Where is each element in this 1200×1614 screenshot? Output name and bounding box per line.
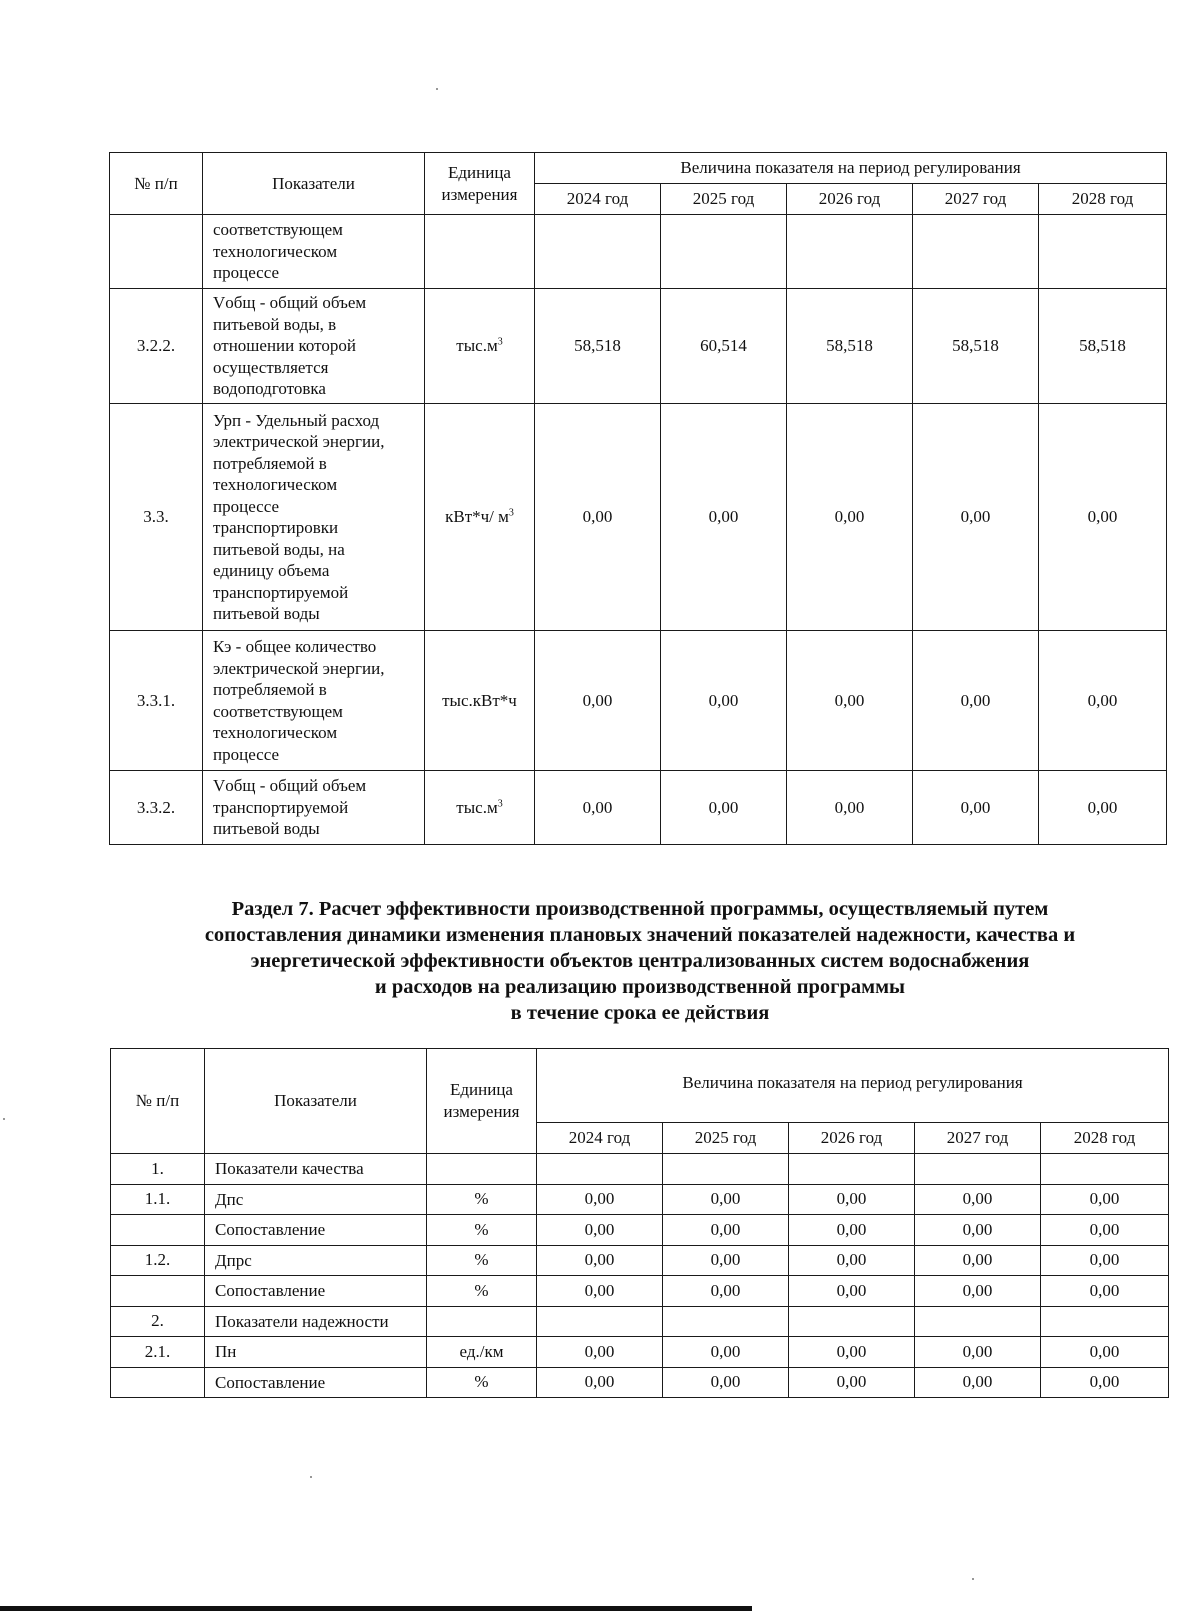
value-cell: 0,00	[1039, 771, 1167, 845]
row-indicator: Сопоставление	[205, 1215, 427, 1246]
value-cell: 0,00	[1041, 1367, 1169, 1398]
row-unit	[425, 631, 535, 771]
value-cell: 0,00	[913, 404, 1039, 631]
indicator-line: питьевой воды, на	[213, 539, 345, 559]
value-cell: 0,00	[663, 1276, 789, 1307]
indicator-line: Урп - Удельный расход	[213, 410, 380, 430]
scan-speck	[972, 1578, 974, 1580]
col-header-num: № п/п	[111, 1049, 205, 1154]
col-header-unit-line1: Единица	[450, 1080, 513, 1099]
col-header-unit	[425, 153, 535, 215]
col-header-year: 2025 год	[663, 1123, 789, 1154]
row-number: 1.	[111, 1154, 205, 1185]
indicator-line: питьевой воды	[213, 819, 320, 839]
row-indicator	[203, 771, 425, 845]
value-cell	[789, 1306, 915, 1337]
value-cell	[915, 1306, 1041, 1337]
value-cell: 58,518	[913, 289, 1039, 404]
indicator-line: соответствующем	[213, 701, 343, 721]
value-cell: 0,00	[1041, 1276, 1169, 1307]
indicator-line: транспортируемой	[213, 797, 349, 817]
section-7-heading-line: и расходов на реализацию производственной программы	[374, 976, 906, 998]
row-indicator: Пн	[205, 1337, 427, 1368]
row-unit	[425, 404, 535, 631]
col-header-year: 2028 год	[1039, 184, 1167, 215]
table-top-body	[110, 215, 1167, 845]
value-cell: 0,00	[663, 1215, 789, 1246]
table-row	[111, 1184, 1169, 1215]
indicator-line: транспортируемой	[213, 582, 349, 602]
section-7-heading-line: сопоставления динамики изменения плановых значений показателей надежности, качества и	[204, 924, 1076, 946]
row-indicator	[203, 215, 425, 289]
col-header-year: 2024 год	[537, 1123, 663, 1154]
value-cell: 0,00	[1039, 404, 1167, 631]
col-header-year: 2026 год	[787, 184, 913, 215]
table-row	[111, 1306, 1169, 1337]
section-7-heading-line: в течение срока ее действия	[510, 1002, 770, 1024]
value-cell: 58,518	[787, 289, 913, 404]
row-number: 2.1.	[111, 1337, 205, 1368]
col-header-unit-line2: измерения	[443, 1102, 520, 1121]
row-indicator	[203, 631, 425, 771]
unit-text: тыс.м	[456, 336, 498, 355]
indicator-line: водоподготовка	[213, 379, 326, 399]
indicator-line: осуществляется	[213, 357, 329, 377]
scan-speck	[436, 88, 438, 90]
value-cell: 0,00	[915, 1337, 1041, 1368]
value-cell: 58,518	[535, 289, 661, 404]
value-cell: 0,00	[787, 771, 913, 845]
table-row	[110, 404, 1167, 631]
col-header-period: Величина показателя на период регулирования	[535, 153, 1167, 184]
col-header-period: Величина показателя на период регулирования	[537, 1049, 1169, 1123]
indicator-line: отношении которой	[213, 336, 356, 356]
value-cell: 0,00	[1041, 1337, 1169, 1368]
indicator-line: потребляемой в	[213, 453, 327, 473]
row-number: 3.3.2.	[110, 771, 203, 845]
row-number: 3.2.2.	[110, 289, 203, 404]
col-header-unit-line2: измерения	[441, 184, 518, 204]
value-cell	[663, 1306, 789, 1337]
indicator-line: процессе	[213, 744, 280, 764]
value-cell	[1039, 215, 1167, 289]
indicator-line: Кэ - общее количество	[213, 637, 377, 656]
value-cell	[661, 215, 787, 289]
row-unit: ед./км	[427, 1337, 537, 1368]
value-cell: 0,00	[789, 1367, 915, 1398]
row-indicator: Дпрс	[205, 1245, 427, 1276]
value-cell: 0,00	[1041, 1245, 1169, 1276]
row-unit: %	[427, 1367, 537, 1398]
efficiency-table	[110, 1048, 1169, 1398]
row-number: 2.	[111, 1306, 205, 1337]
indicator-line: соответствующем	[213, 220, 343, 240]
unit-exponent: 3	[497, 336, 503, 348]
row-unit: %	[427, 1184, 537, 1215]
row-unit	[427, 1306, 537, 1337]
row-number	[111, 1367, 205, 1398]
indicator-line: питьевой воды, в	[213, 314, 337, 334]
row-unit	[425, 289, 535, 404]
indicator-line: технологическом	[213, 723, 338, 742]
value-cell: 60,514	[661, 289, 787, 404]
indicator-line: технологическом	[213, 475, 338, 494]
indicator-line: электрической энергии,	[213, 432, 385, 451]
table-row	[110, 631, 1167, 771]
row-unit: %	[427, 1276, 537, 1307]
col-header-year: 2024 год	[535, 184, 661, 215]
value-cell: 0,00	[915, 1184, 1041, 1215]
indicator-line: питьевой воды	[213, 604, 320, 623]
unit-exponent: 3	[497, 797, 503, 809]
value-cell: 0,00	[915, 1215, 1041, 1246]
value-cell: 0,00	[537, 1276, 663, 1307]
value-cell: 0,00	[663, 1245, 789, 1276]
indicator-line: процессе	[213, 263, 280, 283]
scan-speck	[310, 1476, 312, 1478]
row-number: 1.2.	[111, 1245, 205, 1276]
row-unit: %	[427, 1215, 537, 1246]
value-cell: 0,00	[537, 1337, 663, 1368]
value-cell: 0,00	[663, 1367, 789, 1398]
value-cell: 0,00	[787, 404, 913, 631]
value-cell: 0,00	[913, 631, 1039, 771]
col-header-unit-line1: Единица	[448, 162, 511, 182]
col-header-year: 2026 год	[789, 1123, 915, 1154]
value-cell: 0,00	[1039, 631, 1167, 771]
scan-speck	[3, 1118, 5, 1120]
value-cell: 0,00	[915, 1245, 1041, 1276]
indicator-line: электрической энергии,	[213, 658, 385, 678]
row-indicator	[203, 404, 425, 631]
unit-exponent: 3	[508, 507, 514, 519]
value-cell	[663, 1154, 789, 1185]
table-row	[111, 1337, 1169, 1368]
row-number: 3.3.1.	[110, 631, 203, 771]
table-row	[111, 1154, 1169, 1185]
row-indicator: Дпс	[205, 1184, 427, 1215]
indicator-line: Vобщ - общий объем	[213, 293, 367, 313]
efficiency-table-body	[111, 1154, 1169, 1398]
value-cell: 0,00	[661, 631, 787, 771]
value-cell	[789, 1154, 915, 1185]
col-header-year: 2027 год	[913, 184, 1039, 215]
row-indicator	[203, 289, 425, 404]
col-header-year: 2025 год	[661, 184, 787, 215]
scan-edge-bar	[0, 1606, 752, 1611]
col-header-indicator: Показатели	[203, 153, 425, 215]
value-cell	[537, 1154, 663, 1185]
value-cell	[1041, 1154, 1169, 1185]
row-indicator: Показатели надежности	[205, 1306, 427, 1337]
table-row	[110, 771, 1167, 845]
row-number: 3.3.	[110, 404, 203, 631]
value-cell	[915, 1154, 1041, 1185]
table-row	[110, 289, 1167, 404]
value-cell: 0,00	[913, 771, 1039, 845]
row-number	[111, 1276, 205, 1307]
table-row	[111, 1367, 1169, 1398]
unit-text: кВт*ч/ м	[445, 507, 509, 526]
value-cell: 0,00	[535, 404, 661, 631]
section-7-heading	[90, 896, 1190, 1026]
value-cell: 0,00	[789, 1215, 915, 1246]
row-number	[111, 1215, 205, 1246]
value-cell: 0,00	[915, 1367, 1041, 1398]
value-cell: 0,00	[537, 1245, 663, 1276]
indicator-line: потребляемой в	[213, 680, 327, 699]
value-cell: 0,00	[1041, 1184, 1169, 1215]
row-unit	[425, 215, 535, 289]
row-number	[110, 215, 203, 289]
indicator-line: транспортировки	[213, 518, 339, 537]
value-cell: 0,00	[663, 1337, 789, 1368]
value-cell: 0,00	[787, 631, 913, 771]
value-cell	[535, 215, 661, 289]
row-unit	[427, 1154, 537, 1185]
table-row	[111, 1245, 1169, 1276]
value-cell: 58,518	[1039, 289, 1167, 404]
indicators-table-top	[109, 152, 1167, 845]
col-header-year: 2028 год	[1041, 1123, 1169, 1154]
value-cell: 0,00	[537, 1184, 663, 1215]
value-cell: 0,00	[537, 1215, 663, 1246]
value-cell: 0,00	[789, 1337, 915, 1368]
section-7-heading-line: Раздел 7. Расчет эффективности производственной программы, осуществляемый путем	[231, 898, 1049, 920]
unit-text: тыс.м	[456, 797, 498, 817]
indicator-line: процессе	[213, 496, 280, 516]
value-cell	[913, 215, 1039, 289]
indicator-line: Vобщ - общий объем	[213, 776, 367, 796]
value-cell: 0,00	[789, 1276, 915, 1307]
col-header-unit	[427, 1049, 537, 1154]
row-number: 1.1.	[111, 1184, 205, 1215]
row-unit: %	[427, 1245, 537, 1276]
value-cell	[537, 1306, 663, 1337]
value-cell: 0,00	[789, 1245, 915, 1276]
row-indicator: Показатели качества	[205, 1154, 427, 1185]
value-cell: 0,00	[537, 1367, 663, 1398]
value-cell: 0,00	[535, 631, 661, 771]
value-cell: 0,00	[1041, 1215, 1169, 1246]
value-cell: 0,00	[661, 404, 787, 631]
unit-text: тыс.кВт*ч	[442, 690, 517, 710]
table-row	[111, 1276, 1169, 1307]
indicator-line: технологическом	[213, 241, 338, 261]
value-cell	[787, 215, 913, 289]
table-row	[110, 215, 1167, 289]
value-cell: 0,00	[661, 771, 787, 845]
indicator-line: единицу объема	[213, 561, 330, 580]
section-7-heading-line: энергетической эффективности объектов централизованных систем водоснабжения	[250, 950, 1030, 972]
col-header-year: 2027 год	[915, 1123, 1041, 1154]
table-row	[111, 1215, 1169, 1246]
value-cell	[1041, 1306, 1169, 1337]
row-indicator: Сопоставление	[205, 1276, 427, 1307]
value-cell: 0,00	[789, 1184, 915, 1215]
row-unit	[425, 771, 535, 845]
value-cell: 0,00	[535, 771, 661, 845]
row-indicator: Сопоставление	[205, 1367, 427, 1398]
col-header-num: № п/п	[110, 153, 203, 215]
value-cell: 0,00	[663, 1184, 789, 1215]
col-header-indicator: Показатели	[205, 1049, 427, 1154]
value-cell: 0,00	[915, 1276, 1041, 1307]
